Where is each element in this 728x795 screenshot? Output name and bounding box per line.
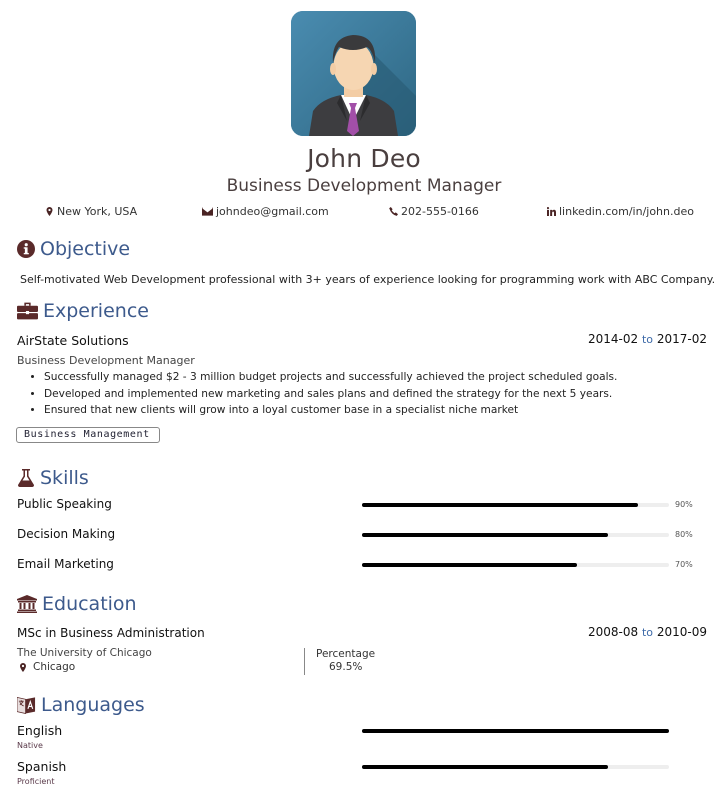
contact-location (45, 205, 137, 218)
skill-name: Public Speaking (17, 497, 112, 511)
education-heading (17, 593, 137, 615)
contact-linkedin[interactable] (547, 205, 694, 218)
experience-start-date: 2014-02 (588, 332, 639, 346)
phone-text[interactable]: 202-555-0166 (401, 205, 479, 218)
education-end-date: 2010-09 (656, 625, 707, 639)
experience-tag: Business Management (16, 427, 160, 443)
language-bar (362, 765, 669, 769)
education-degree: MSc in Business Administration (17, 626, 205, 640)
skill-bar (362, 503, 669, 507)
skill-percent: 80% (675, 530, 693, 539)
language-level: Native (17, 741, 43, 750)
flask-icon (17, 469, 35, 487)
experience-company: AirState Solutions (17, 333, 129, 348)
education-divider (304, 648, 305, 675)
skill-percent: 90% (675, 500, 693, 509)
language-name: Spanish (17, 759, 67, 774)
profile-title: Business Development Manager (226, 176, 502, 196)
language-bar-fill (362, 765, 608, 769)
skill-bar-fill (362, 563, 577, 567)
language-bar (362, 729, 669, 733)
map-marker-icon (19, 663, 27, 672)
languages-heading (17, 694, 145, 716)
education-date-range (588, 625, 707, 639)
experience-bullet: • Developed and implemented new marketing and sales plans and defined the strategy for the next 5 years. (44, 386, 617, 403)
briefcase-icon (17, 302, 38, 320)
experience-role: Business Development Manager (17, 354, 195, 367)
education-school: The University of Chicago (17, 647, 152, 659)
envelope-icon (202, 207, 213, 216)
objective-text: Self-motivated Web Development professional with 3+ years of experience looking for programming work with ABC Company. (20, 273, 716, 286)
date-separator: to (641, 626, 654, 639)
skill-percent: 70% (675, 560, 693, 569)
skill-bar (362, 533, 669, 537)
skill-name: Decision Making (17, 527, 116, 541)
language-level: Proficient (17, 777, 55, 786)
businessman-avatar-icon (291, 11, 416, 136)
experience-heading-text: Experience (43, 300, 149, 322)
education-heading-text: Education (42, 593, 137, 615)
education-score-label: Percentage (316, 648, 376, 660)
education-start-date: 2008-08 (588, 625, 639, 639)
phone-icon (389, 207, 398, 216)
experience-bullet: • Ensured that new clients will grow into a loyal customer base in a specialist niche market (44, 402, 617, 419)
institution-icon (17, 595, 37, 613)
language-name: English (17, 723, 63, 738)
skill-bar-fill (362, 533, 608, 537)
education-city-text: Chicago (33, 661, 76, 673)
map-marker-icon (45, 207, 54, 216)
skills-heading (17, 467, 89, 489)
contact-phone[interactable] (389, 205, 479, 218)
skills-heading-text: Skills (40, 467, 89, 489)
profile-name: John Deo (307, 144, 421, 173)
objective-heading (17, 238, 130, 260)
experience-date-range (588, 332, 707, 346)
experience-bullets (44, 369, 617, 419)
experience-bullet: • Successfully managed $2 - 3 million budget projects and successfully achieved the project scheduled goals. (44, 369, 617, 386)
linkedin-icon (547, 207, 556, 216)
experience-end-date: 2017-02 (656, 332, 707, 346)
profile-avatar (291, 11, 416, 136)
experience-heading (17, 300, 149, 322)
education-city (19, 661, 75, 673)
languages-heading-text: Languages (41, 694, 145, 716)
language-bar-fill (362, 729, 669, 733)
info-circle-icon (17, 240, 35, 258)
education-score-value: 69.5% (329, 661, 363, 673)
linkedin-link[interactable]: linkedin.com/in/john.deo (559, 205, 694, 218)
email-link[interactable]: johndeo@gmail.com (216, 205, 329, 218)
language-icon (17, 696, 36, 714)
skill-bar (362, 563, 669, 567)
skill-bar-fill (362, 503, 638, 507)
contact-email[interactable] (202, 205, 329, 218)
skill-name: Email Marketing (17, 557, 114, 571)
objective-heading-text: Objective (40, 238, 131, 260)
location-text: New York, USA (57, 205, 138, 218)
date-separator: to (641, 333, 654, 346)
